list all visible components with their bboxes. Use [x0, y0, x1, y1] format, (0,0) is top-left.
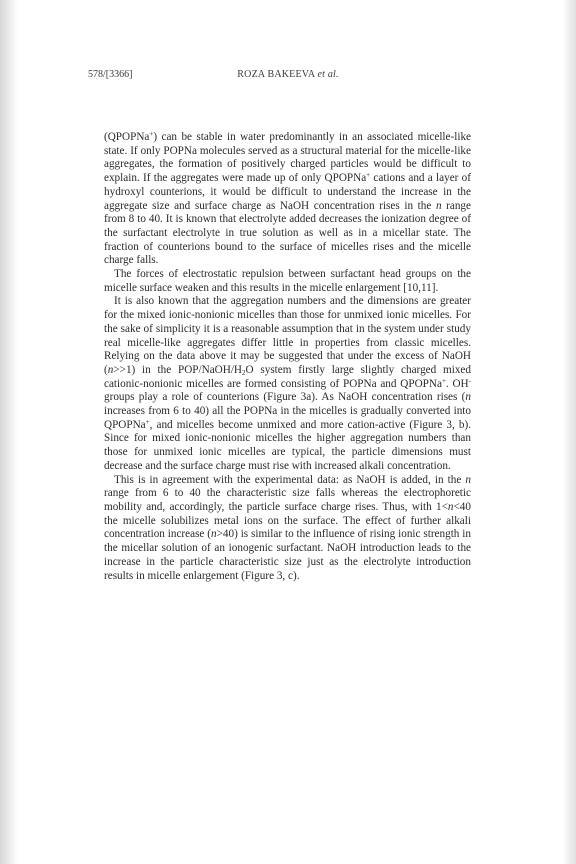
text-run: O system firstly large slightly charged mixed cationic-nonionic micelles are formed consisting of POPNa and QPOPNa: [104, 363, 471, 390]
header-authors: [88, 69, 488, 80]
superscript: +: [441, 376, 446, 385]
text-run: , and micelles become unmixed and more cation-active (Figure 3, b). Since for mixed ionic-nonionic micelles the higher aggregation numbers than those for unmixed ionic micelles are typical, the particle dimensions must decrease and the surface charge must rise with increased alkali concentration.: [104, 418, 471, 472]
authors-name: ROZA BAKEEVA: [237, 69, 315, 80]
scan-shadow-left: [0, 0, 18, 864]
text-run: range from 6 to 40 the characteristic size falls whereas the electrophoretic mobility and, accordingly, the particle surface charge rises. Thus, with 1<: [104, 487, 471, 513]
superscript: -: [468, 376, 471, 385]
scan-shadow-right: [562, 0, 576, 864]
page-reference: 578/[3366]: [88, 69, 133, 80]
paragraph-2: [104, 268, 471, 295]
superscript: +: [145, 417, 150, 426]
text-run: The forces of electrostatic repulsion between surfactant head groups on the micelle surface weaken and this results in the micelle enlargement [10,11].: [104, 268, 471, 294]
superscript: +: [366, 171, 371, 180]
paragraph-1: [104, 131, 471, 268]
text-run: ) can be stable in water predominantly in an associated micelle-like state. If only POPNa molecules served as a structural material for the micelle-like aggregates, the formation of positively charged particles would be difficult to explain. If the aggregates were made up of only QPOPNa: [104, 131, 471, 185]
text-run: <40 the micelle solubilizes metal ions on the surface. The effect of further alkali concentration increase (: [104, 500, 471, 541]
italic-variable: n: [211, 528, 217, 541]
text-run: cations and a layer of hydroxyl counterions, it would be difficult to understand the increase in the aggregate size and surface charge as NaOH concentration rises in the: [104, 172, 471, 212]
italic-variable: n: [435, 199, 442, 212]
italic-variable: n: [107, 363, 114, 376]
superscript: +: [149, 130, 154, 138]
paragraph-3: [104, 295, 471, 473]
text-run: groups play a role of counterions (Figure 3a). As NaOH concentration rises (: [104, 391, 466, 404]
paragraph-4: [104, 474, 471, 584]
text-run: range from 8 to 40. It is known that electrolyte added decreases the ionization degree of the surfactant electrolyte in true solution as well as in a micellar state. The fraction of counterions bound to the surface of micelles rises and the micelle charge falls.: [104, 199, 471, 267]
text-run: It is also known that the aggregation numbers and the dimensions are greater for the mixed ionic-nonionic micelles than those for unmixed ionic micelles. For the sake of simplicity it is a reasonable assumption that in the system under study real micelle-like aggregates differ little in properties from classic micelles. Relying on the data above it may be suggested that under the excess of NaOH (: [104, 295, 471, 376]
italic-variable: n: [465, 391, 471, 404]
text-run: This is in agreement with the experimental data: as NaOH is added, in the: [114, 473, 466, 486]
authors-suffix: et al.: [317, 69, 339, 80]
running-header: [88, 69, 488, 83]
text-run: >>1) in the POP/NaOH/H: [113, 363, 243, 376]
body-text: [104, 131, 471, 583]
text-run: (QPOPNa: [104, 131, 150, 143]
text-run: >40) is similar to the influence of rising ionic strength in the micellar solution of an ionogenic surfactant. NaOH introduction leads to the increase in the particle characteristic size just as the electrolyte introduction results in micelle enlargement (Figure 3, c).: [104, 528, 471, 582]
subscript: 2: [242, 368, 246, 377]
text-run: . OH: [445, 377, 469, 390]
italic-variable: n: [465, 473, 471, 486]
italic-variable: n: [447, 500, 454, 513]
text-run: increases from 6 to 40) all the POPNa in the micelles is gradually converted into QPOPNa: [104, 405, 471, 431]
